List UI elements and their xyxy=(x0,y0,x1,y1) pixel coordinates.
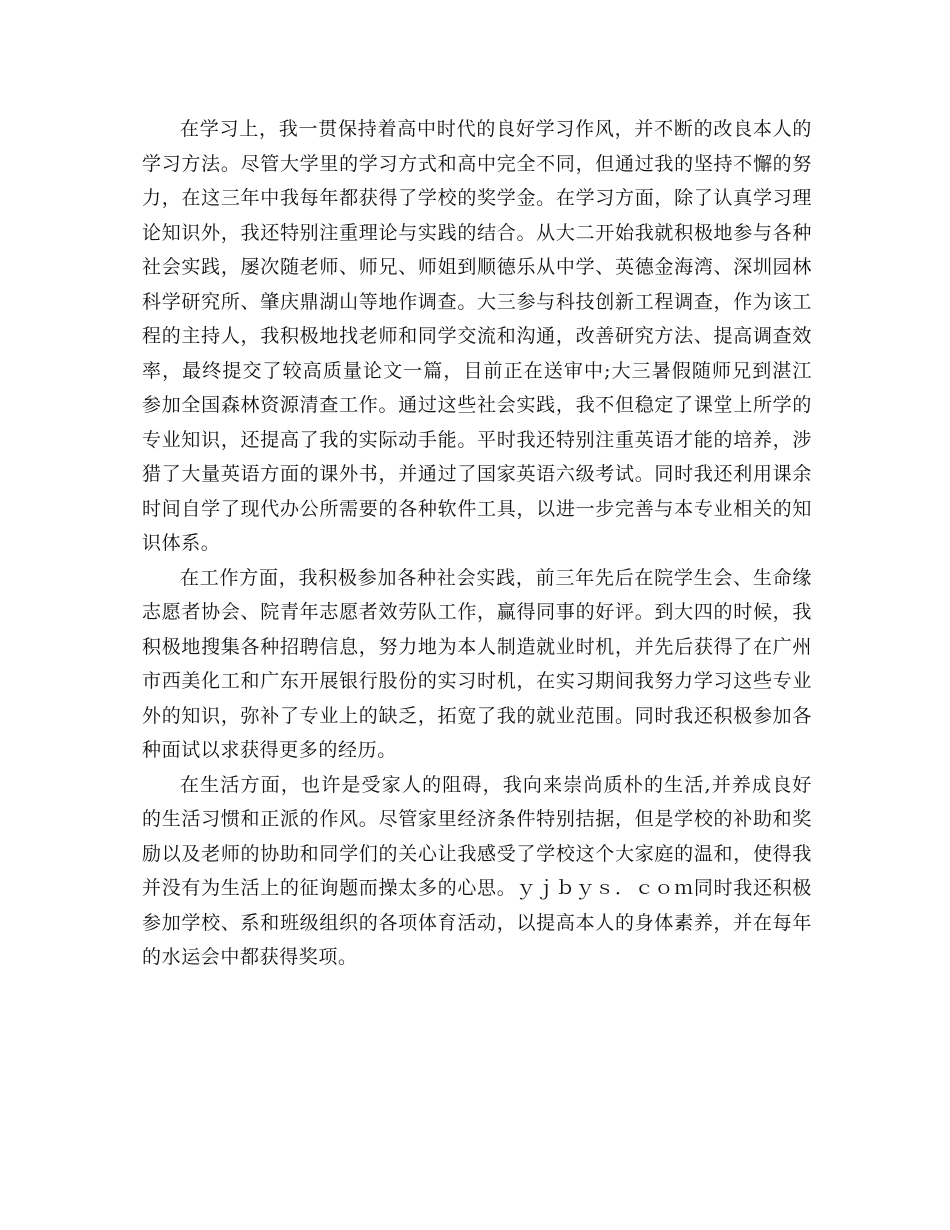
paragraph-work: 在工作方面，我积极参加各种社会实践，前三年先后在院学生会、生命缘志愿者协会、院青年志愿者效劳队工作，赢得同事的好评。到大四的时候，我积极地搜集各种招聘信息，努力地为本人制造就业时机，并先后获得了在广州市西美化工和广东开展银行股份的实习时机，在实习期间我努力学习这些专业外的知识，弥补了专业上的缺乏，拓宽了我的就业范围。同时我还积极参加各种面试以求获得更多的经历。 xyxy=(142,566,812,761)
paragraph-study: 在学习上，我一贯保持着高中时代的良好学习作风，并不断的改良本人的学习方法。尽管大学里的学习方式和高中完全不同，但通过我的坚持不懈的努力，在这三年中我每年都获得了学校的奖学金。在学习方面，除了认真学习理论知识外，我还特别注重理论与实践的结合。从大二开始我就积极地参与各种社会实践，屡次随老师、师兄、师姐到顺德乐从中学、英德金海湾、深圳园林科学研究所、肇庆鼎湖山等地作调查。大三参与科技创新工程调查，作为该工程的主持人，我积极地找老师和同学交流和沟通，改善研究方法、提高调查效率，最终提交了较高质量论文一篇，目前正在送审中;大三暑假随师兄到湛江参加全国森林资源清查工作。通过这些社会实践，我不但稳定了课堂上所学的专业知识，还提高了我的实际动手能。平时我还特别注重英语才能的培养，涉猎了大量英语方面的课外书，并通过了国家英语六级考试。同时我还利用课余时间自学了现代办公所需要的各种软件工具，以进一步完善与本专业相关的知识体系。 xyxy=(142,118,812,554)
paragraph-life: 在生活方面，也许是受家人的阻碍，我向来崇尚质朴的生活,并养成良好的生活习惯和正派的作风。尽管家里经济条件特别拮据，但是学校的补助和奖励以及老师的协助和同学们的关心让我感受了学校这个大家庭的温和，使得我并没有为生活上的征询题而操太多的心思。ｙｊｂｙｓ．ｃｏｍ同时我还积极参加学校、系和班级组织的各项体育活动，以提高本人的身体素养，并在每年的水运会中都获得奖项。 xyxy=(142,773,812,968)
document-body xyxy=(142,112,812,975)
